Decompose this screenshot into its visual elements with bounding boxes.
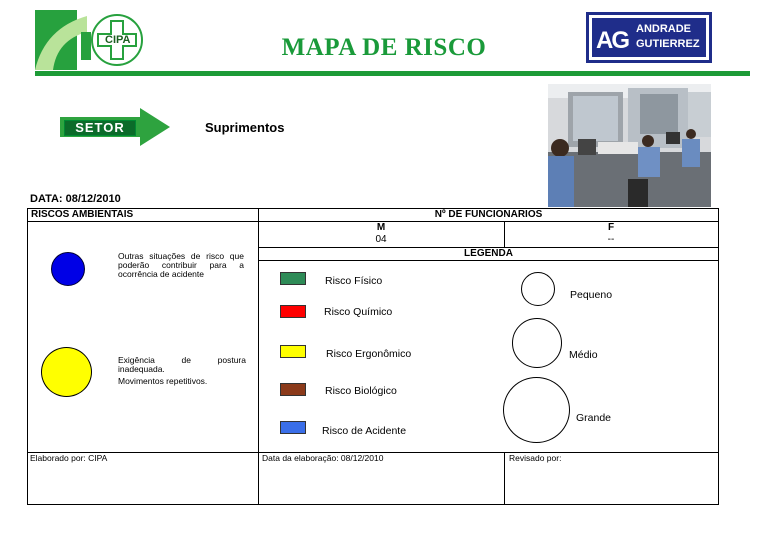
riscos-ambientais-header: RISCOS AMBIENTAIS: [31, 209, 134, 220]
risk-text-yellow-line1: Exigência de postura inadequada.: [118, 355, 246, 374]
m-label: M: [376, 222, 386, 233]
cipa-logo-text: CIPA: [105, 34, 131, 46]
legend-swatch: [280, 421, 306, 434]
table-border-bottom: [27, 504, 719, 505]
legenda-bottom-line: [258, 260, 719, 261]
size-circle-medium: [512, 318, 562, 368]
sector-name: Suprimentos: [205, 120, 285, 135]
legenda-header: LEGENDA: [464, 248, 513, 259]
setor-label: SETOR: [64, 120, 136, 136]
revisado-por: Revisado por:: [509, 453, 562, 463]
f-label: F: [607, 222, 615, 233]
size-label-large: Grande: [576, 412, 612, 424]
risk-text-blue: Outras situações de risco que poderão contribuir para a ocorrência de acidente: [118, 251, 244, 279]
date-label: DATA: 08/12/2010: [30, 193, 121, 205]
header-divider: [35, 71, 750, 76]
legend-swatch: [280, 305, 306, 318]
risk-text-yellow-line2: Movimentos repetitivos.: [118, 376, 208, 386]
legend-swatch: [280, 383, 306, 396]
legend-label: Risco de Acidente: [322, 425, 407, 437]
legend-label: Risco Biológico: [325, 385, 397, 397]
legend-swatch: [280, 272, 306, 285]
ag-line1: ANDRADE: [636, 23, 691, 35]
funcionarios-header: Nº DE FUNCIONARIOS: [434, 209, 543, 220]
office-photo: [548, 84, 711, 207]
footer-divider: [504, 452, 505, 505]
elaborado-por: Elaborado por: CIPA: [30, 453, 108, 463]
ag-letters: AG: [596, 27, 628, 54]
legend-label: Risco Físico: [325, 275, 383, 287]
f-value: --: [607, 234, 615, 245]
page-title: MAPA DE RISCO: [281, 34, 487, 61]
legend-label: Risco Químico: [324, 306, 393, 318]
legend-swatch: [280, 345, 306, 358]
andrade-gutierrez-logo: [586, 12, 712, 63]
risk-circle-yellow: [41, 347, 92, 397]
m-value: 04: [375, 234, 387, 245]
data-elaboracao: Data da elaboração: 08/12/2010: [262, 453, 384, 463]
size-label-medium: Médio: [569, 349, 598, 361]
table-border-left: [27, 208, 28, 505]
size-circle-small: [521, 272, 555, 306]
size-circle-large: [503, 377, 570, 443]
risk-circle-blue: [51, 252, 85, 286]
legend-label: Risco Ergonômico: [326, 348, 412, 360]
ag-line2: GUTIERREZ: [636, 38, 700, 50]
size-label-small: Pequeno: [570, 289, 613, 301]
